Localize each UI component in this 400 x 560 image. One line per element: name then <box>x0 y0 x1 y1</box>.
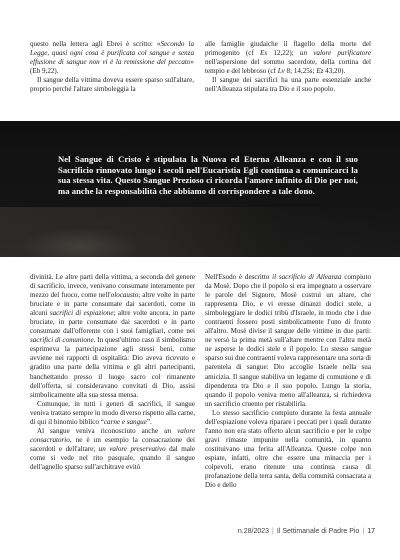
paragraph: Al sangue veniva riconosciuto anche un valore consacratorio, ne è un esempio la consacrazione dei sacerdoti e dell'altare; un valore preservativo dal male come si vede nel rito pasquale, quando il sangue dell'agnello sparso sull'architrave evitò <box>30 426 195 471</box>
magazine-title: Il Settimanale di Padre Pio <box>276 528 360 535</box>
paragraph: Il sangue dei sacrifici ha una parte essenziale anche nell'Alleanza stipulata tra Dio e il suo popolo. <box>205 76 371 94</box>
top-left-column <box>30 40 194 94</box>
background-glow <box>20 227 140 257</box>
paragraph: questo nella lettera agli Ebrei è scritto: «Secondo la Legge, quasi ogni cosa è purificata col sangue e senza effusione di sangue non vi è la remissione del peccato» (Eb 9,22). <box>30 40 194 76</box>
paragraph: divinità. Le altre parti della vittima, a seconda del genere di sacrificio, invece, venivano consumate interamente per mezzo del fuoco, come nell'olocausto; altre volte in parte bruciate e in parte consumate dai sacerdoti, come in alcuni sacrifici di espiazione; altre volte ancora, in parte bruciate, in parte consumate dai sacerdoti e in parte consumate dall'offerente con i suoi famigliari, come nei sacrifici di comunione. In quest'ultimo caso il simbolismo esprimeva la partecipazione agli stessi beni, come avviene nei rapporti di ospitalità: Dio aveva ricevuto e gradito una parte della vittima e gli altri partecipanti, banchettando presso il luogo sacro col rimanente dell'offerta, si consideravano convitati di Dio, assisi simbolicamente alla sua stessa mensa. <box>30 273 195 399</box>
page-footer <box>0 528 375 535</box>
top-right-column <box>205 40 371 94</box>
bottom-left-column <box>30 273 195 472</box>
footer-separator: | <box>272 528 274 535</box>
paragraph: Comunque, in tutti i generi di sacrifici, il sangue veniva trattato sempre in modo diverso rispetto alla carne, di qui il binomio biblico “carne e sangue”. <box>30 399 195 426</box>
page-number: 17 <box>367 528 375 535</box>
pull-quote: Nel Sangue di Cristo è stipulata la Nuova ed Eterna Alleanza e con il suo Sacrificio rinnovato lungo i secoli nell'Eucaristia Egli continua a comunicarci la sua stessa vita. Questo Sangue Prezioso ci ricorda l'amore infinito di Dio per noi, ma anche la responsabilità che abbiamo di corrispondere a tale dono. <box>58 154 358 196</box>
paragraph: Nell'Esodo è descritto il sacrificio di Alleanza compiuto da Mosè. Dopo che il popolo si era impegnato a osservare le parole del Signore, Mosè costruì un altare, che rappresenta Dio, e vi eresse dinanzi dodici stele, a simboleggiare le dodici tribù d'Israele, in modo che i due contraenti fossero posti simbolicamente l'uno di fronte all'altro. Mosè divise il sangue delle vittime in due parti: ne versò la prima metà sull'altare mentre con l'altra metà ne asperse le dodici stele e il popolo. Lo stesso sangue sparso sui due contraenti voleva rappresentare una sorta di parentela di sangue: Dio accoglie Israele nella sua amicizia. Il sangue stabiliva un legame di comunione e di dipendenza tra Dio e il suo popolo. Lungo la storia, quando il popolo veniva meno all'alleanza, si richiedeva un sacrificio cruento per ristabilirla. <box>205 273 371 408</box>
footer-separator: | <box>362 528 365 535</box>
paragraph: Il sangue della vittima doveva essere sparso sull'altare, proprio perché l'altare simboleggia la <box>30 76 194 94</box>
paragraph: alle famiglie giudaiche il flagello della morte del primogenito (cf Es 12,22); un valore purificatore nell'aspersione del sommo sacerdote, della cortina del tempio e del lebbroso (cf Lv 8; 14,25s; Ez 43,20). <box>205 40 371 76</box>
bottom-right-column <box>205 273 371 490</box>
paragraph: Lo stesso sacrificio compiuto durante la festa annuale dell'espiazione voleva riparare i peccati per i quali durante l'anno non era stato offerto alcun sacrificio e per le colpe gravi rimaste impunite nella comunità, in quanto costituivano una ferita all'Alleanza. Queste colpe non espiate, infatti, oltre che essere una minaccia per i colpevoli, erano ritenute una continua causa di profanazione della terra santa, della comunità consacrata a Dio e dello <box>205 408 371 490</box>
issue-number: n.28/2023 <box>237 528 270 535</box>
